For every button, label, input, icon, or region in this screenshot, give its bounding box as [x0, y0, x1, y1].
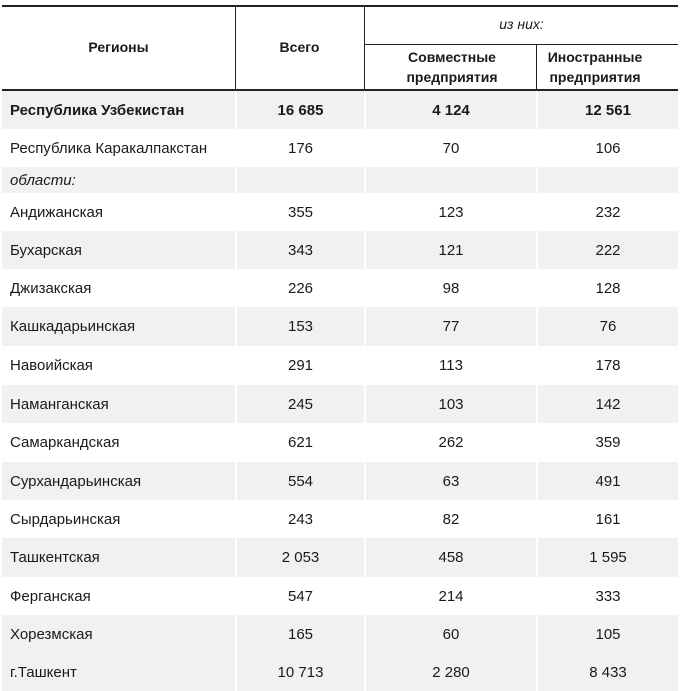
total-cell: 2 053	[237, 538, 364, 577]
foreign-cell: 333	[595, 587, 621, 605]
table-row	[2, 538, 678, 577]
foreign-cell: 161	[595, 510, 621, 528]
joint-cell	[366, 167, 536, 193]
joint-cell: 60	[366, 615, 536, 654]
table-row	[2, 269, 678, 307]
total-cell	[237, 167, 364, 193]
table-row	[2, 346, 678, 385]
joint-cell: 4 124	[366, 91, 536, 129]
region-cell: Кашкадарьинская	[2, 307, 235, 346]
table-row	[2, 307, 678, 346]
header-foreign: Иностранные предприятия	[547, 49, 643, 85]
table-row	[2, 423, 678, 462]
total-cell: 547	[287, 587, 314, 605]
region-cell: Хорезмская	[2, 615, 235, 654]
region-cell: Ташкентская	[2, 538, 235, 577]
total-cell: 621	[287, 434, 314, 451]
foreign-cell: 359	[595, 434, 621, 451]
region-cell: Бухарская	[2, 231, 235, 269]
joint-cell: 214	[438, 587, 464, 605]
table-row	[2, 615, 678, 654]
joint-cell: 103	[366, 385, 536, 423]
foreign-cell: 12 561	[538, 91, 678, 129]
joint-cell: 77	[366, 307, 536, 346]
foreign-cell: 105	[538, 615, 678, 654]
total-cell: 16 685	[237, 91, 364, 129]
region-cell: Сурхандарьинская	[2, 462, 235, 500]
table-row	[2, 654, 678, 691]
region-cell: Андижанская	[10, 203, 103, 221]
table-row	[2, 193, 678, 231]
joint-cell: 2 280	[366, 654, 536, 691]
header-subdivider	[365, 44, 678, 45]
table-body	[2, 91, 678, 691]
region-cell: Навоийская	[10, 357, 93, 374]
header-regions: Регионы	[88, 39, 149, 55]
total-cell: 165	[237, 615, 364, 654]
table-header	[2, 5, 678, 91]
region-cell: Ферганская	[10, 587, 91, 605]
total-cell: 291	[287, 357, 314, 374]
table-row	[2, 129, 678, 167]
header-total: Всего	[279, 39, 320, 55]
foreign-cell: 178	[595, 357, 621, 374]
foreign-cell: 128	[595, 279, 621, 297]
total-cell: 243	[287, 510, 314, 528]
total-cell: 226	[287, 279, 314, 297]
total-cell: 554	[237, 462, 364, 500]
total-cell: 153	[237, 307, 364, 346]
header-of-them: из них:	[499, 16, 544, 32]
joint-cell: 113	[439, 357, 463, 374]
foreign-cell	[538, 167, 678, 193]
foreign-cell: 106	[595, 139, 621, 157]
region-cell: Республика Узбекистан	[2, 91, 235, 129]
total-cell: 10 713	[237, 654, 364, 691]
total-cell: 176	[287, 139, 314, 157]
table-row	[2, 385, 678, 423]
table-row	[2, 91, 678, 129]
region-cell: Самаркандская	[10, 434, 120, 451]
joint-cell: 458	[366, 538, 536, 577]
joint-cell: 82	[442, 510, 460, 528]
header-joint: Совместные предприятия	[406, 49, 498, 85]
foreign-cell: 232	[595, 203, 621, 221]
foreign-cell: 491	[538, 462, 678, 500]
table-row	[2, 462, 678, 500]
total-cell: 343	[237, 231, 364, 269]
joint-cell: 262	[438, 434, 464, 451]
region-cell: Сырдарьинская	[10, 510, 121, 528]
region-cell: Джизакская	[10, 279, 92, 297]
regions-table	[2, 5, 678, 691]
joint-cell: 98	[442, 279, 460, 297]
joint-cell: 123	[438, 203, 464, 221]
foreign-cell: 142	[538, 385, 678, 423]
joint-cell: 70	[442, 139, 460, 157]
foreign-cell: 76	[538, 307, 678, 346]
region-cell: области:	[2, 167, 235, 193]
region-cell: Республика Каракалпакстан	[10, 139, 208, 157]
foreign-cell: 8 433	[538, 654, 678, 691]
total-cell: 245	[237, 385, 364, 423]
joint-cell: 121	[366, 231, 536, 269]
region-cell: г.Ташкент	[2, 654, 235, 691]
table-row	[2, 500, 678, 538]
foreign-cell: 1 595	[538, 538, 678, 577]
table-row	[2, 167, 678, 193]
region-cell: Наманганская	[2, 385, 235, 423]
foreign-cell: 222	[538, 231, 678, 269]
table-row	[2, 231, 678, 269]
total-cell: 355	[287, 203, 314, 221]
table-row	[2, 577, 678, 615]
joint-cell: 63	[366, 462, 536, 500]
